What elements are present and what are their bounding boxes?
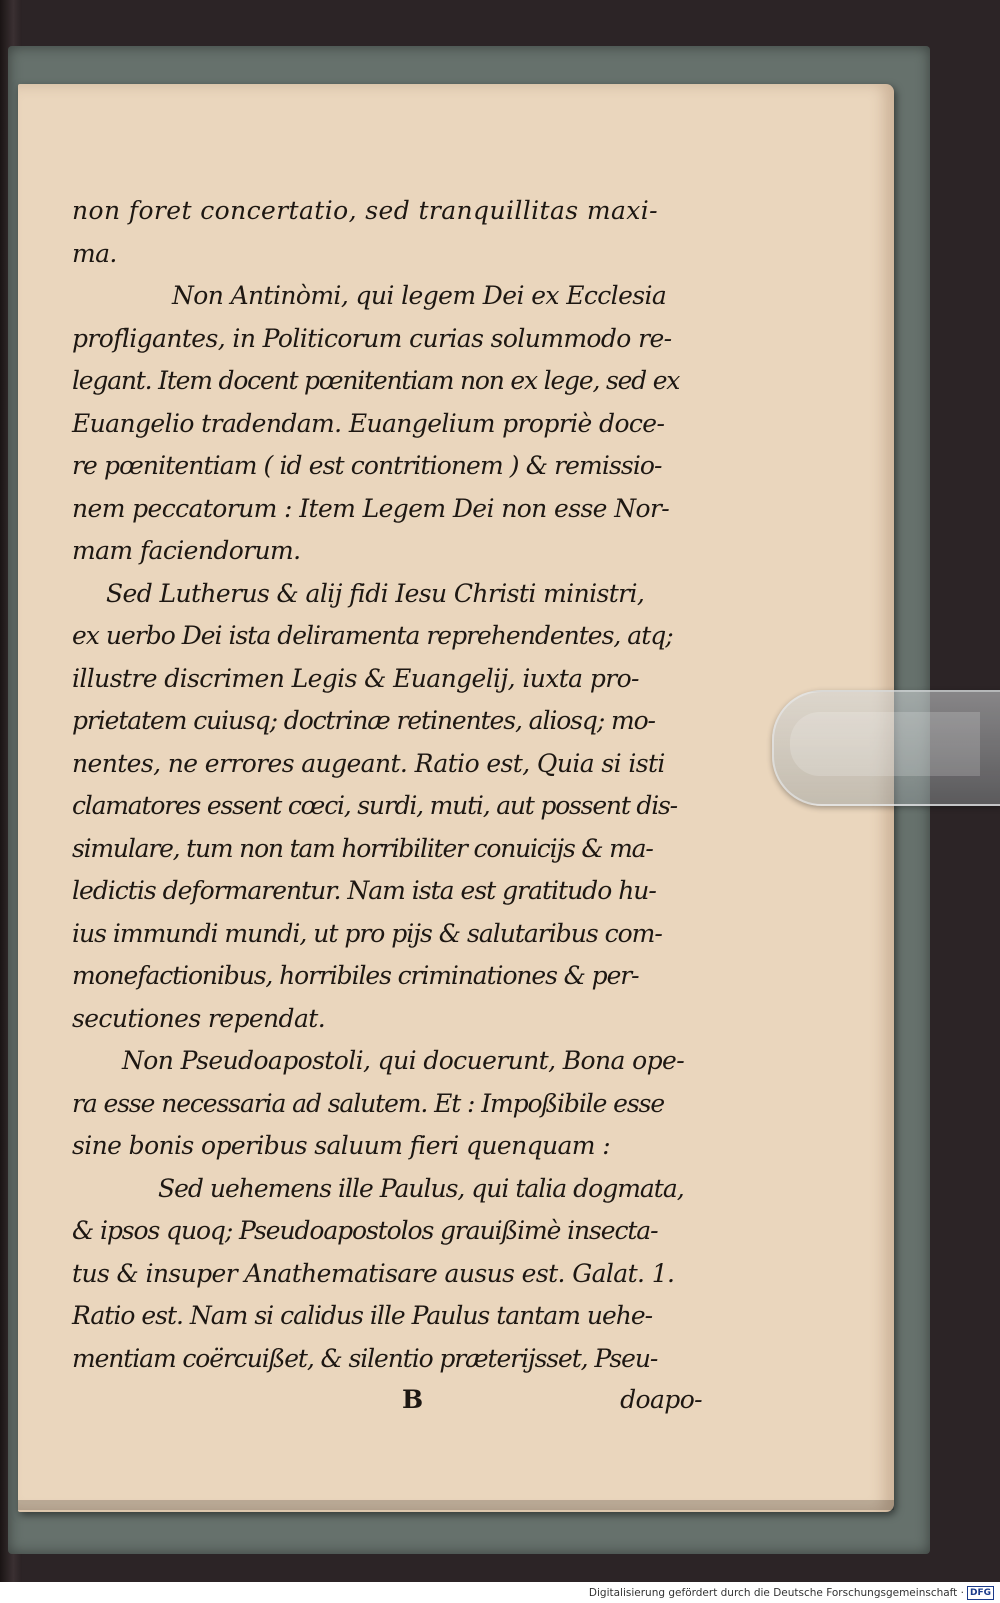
catchword: doapo- [620,1385,702,1414]
text-line: simulare, tum non tam horribiliter conuicijs & ma- [72,833,653,863]
text-line: Sed uehemens ille Paulus, qui talia dogmata, [158,1173,684,1203]
text-line: profligantes, in Politicorum curias solummodo re- [72,323,672,353]
text-line: non foret concertatio, sed tranquillitas maxi- [72,196,659,225]
text-line: re pœnitentiam ( id est contritionem ) & remissio- [72,451,662,480]
text-line: nentes, ne errores augeant. Ratio est, Quia si isti [72,748,665,778]
text-line: monefactionibus, horribiles criminationes & per- [72,961,639,990]
text-line: Ratio est. Nam si calidus ille Paulus tantam uehe- [72,1301,653,1330]
text-line: ius immundi mundi, ut pro pijs & salutaribus com- [72,918,662,948]
page-clip [772,690,1000,806]
text-line: sine bonis operibus saluum fieri quenquam : [72,1131,611,1160]
text-line: prietatem cuiusq; doctrinæ retinentes, aliosq; mo- [72,706,655,735]
text-line: illustre discrimen Legis & Euangelij, iuxta pro- [72,663,639,693]
text-line: Sed Lutherus & alij fidi Iesu Christi ministri, [106,578,645,608]
page-text-block [72,190,708,1420]
book-page [18,84,894,1512]
text-line: Non Pseudoapostoli, qui docuerunt, Bona ope- [122,1046,685,1075]
footer-bar [0,1582,1000,1603]
text-line: clamatores essent cœci, surdi, muti, aut possent dis- [72,791,677,820]
text-line: Euangelio tradendam. Euangelium propriè doce- [72,408,665,438]
clip-highlight [790,712,980,776]
text-line: nem peccatorum : Item Legem Dei non esse Nor- [72,493,670,523]
page-footer-line [72,1380,708,1420]
text-line: ma. [72,238,117,268]
text-line: Non Antinòmi, qui legem Dei ex Ecclesia [172,281,667,310]
text-line: secutiones rependat. [72,1003,326,1033]
text-line: ledictis deformarentur. Nam ista est gratitudo hu- [72,876,656,905]
footer-credit: Digitalisierung gefördert durch die Deutsche Forschungsgemeinschaft · [588,1586,964,1599]
text-line: ra esse necessaria ad salutem. Et : Impoßibile esse [72,1088,665,1118]
text-line: legant. Item docent pœnitentiam non ex lege, sed ex [72,366,680,395]
page-shadow [18,1500,894,1510]
text-line: mentiam coërcuißet, & silentio præterijsset, Pseu- [72,1343,658,1373]
text-line: mam faciendorum. [72,536,301,565]
text-line: ex uerbo Dei ista deliramenta reprehendentes, atq; [72,621,673,650]
signature-mark: B [402,1385,423,1414]
text-line: tus & insuper Anathematisare ausus est. Galat. 1. [72,1258,675,1288]
dfg-logo-icon: DFG [967,1586,994,1600]
text-line: & ipsos quoq; Pseudoapostolos grauißimè insecta- [72,1216,658,1245]
